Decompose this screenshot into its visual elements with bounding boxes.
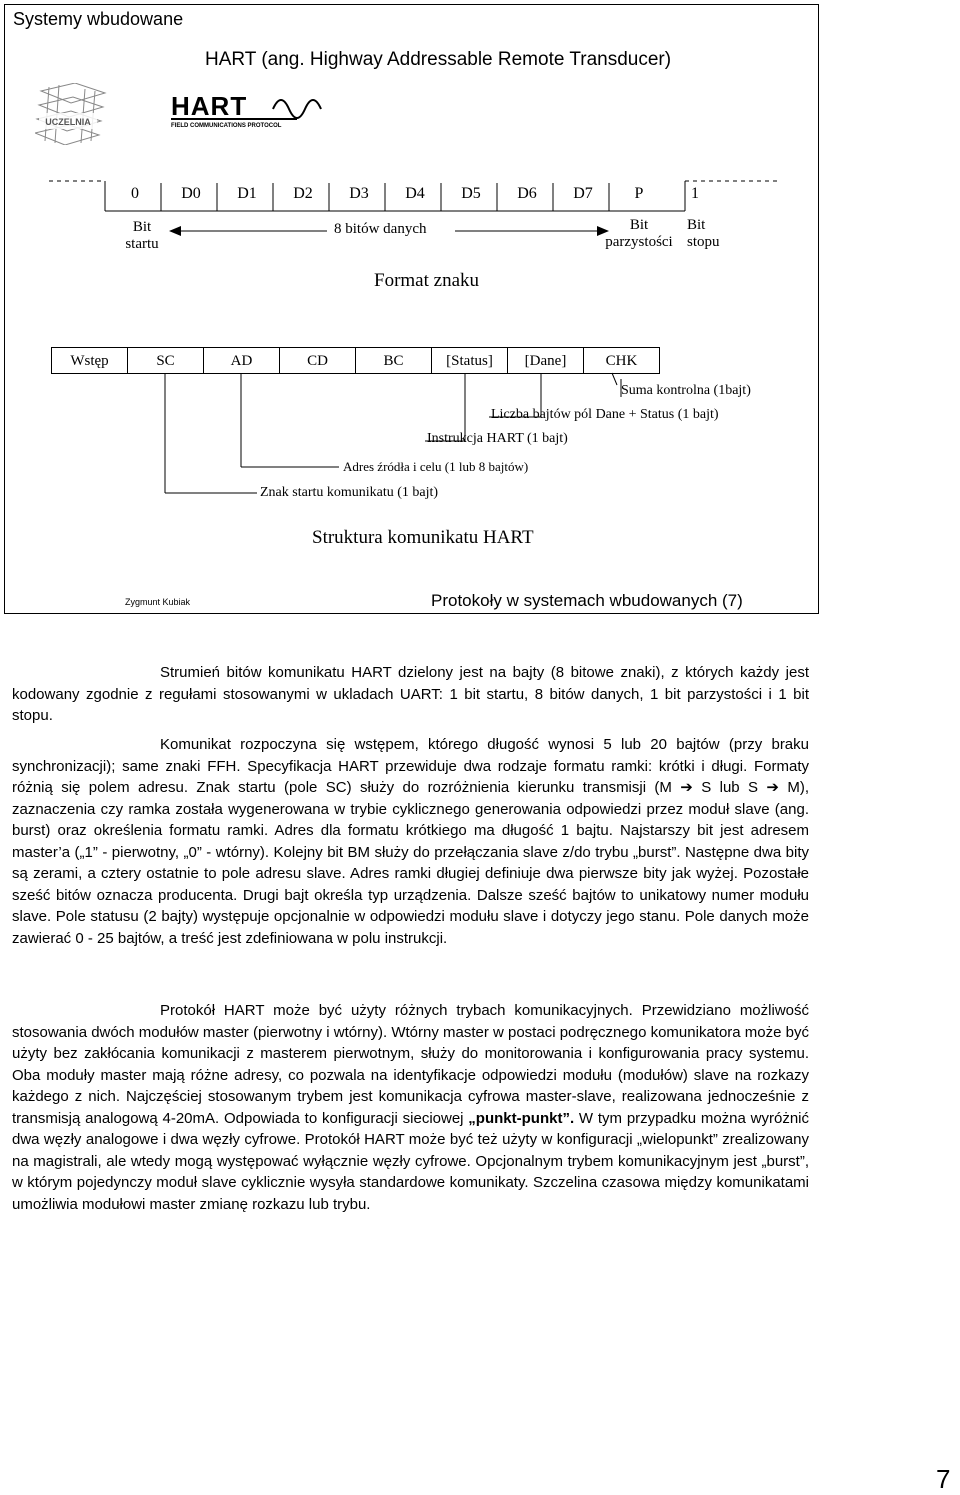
desc-start: Znak startu komunikatu (1 bajt) — [260, 485, 439, 500]
parity-line2: parzystości — [605, 234, 673, 250]
paragraph-2: Komunikat rozpoczyna się wstępem, którego długość wynosi 5 lub 20 bajtów (przy braku synchronizacji); same znaki FFH. Specyfikacja HART przewiduje dwa rodzaje formatu ramki: krótki i długi. Formaty różnią się polem adresu. Znak startu (pole SC) służy do rozróżnienia kierunku transmisji (M ➔ S lub S ➔ M), zaznaczenia czy ramka została wygenerowana w trybie cyklicznego generowania odpowiedzi przez moduł slave (ang. burst) oraz określenia formatu ramki. Adres dla formatu krótkiego ma długość 1 bajtu. Najstarszy bit jest adresem master’a („1” - pierwotny, „0” - wtórny). Kolejny bit BM służy do przełączania slave z/do trybu „burst”. Następne dwa bity są zerami, a cztery ostatnie to pole adresu slave. Adres ramki długiej definiuje dwa pierwsze bity jak wyżej. Pozostałe sześć bitów oznacza producenta. Drugi bajt określa typ urządzenia. Dalsze sześć bajtów to unikatowy numer modułu slave. Pole statusu (2 bajty) występuje opcjonalnie w odpowiedzi modułu slave i dotyczy jego stanu. Pole danych może zawierać 0 - 25 bajtów, a treść jest zdefiniowana w polu instrukcji. — [12, 736, 809, 947]
frame-field-bc: BC — [355, 347, 432, 374]
structure-caption: Struktura komunikatu HART — [312, 527, 534, 548]
frame-field-status: [Status] — [431, 347, 508, 374]
frame-field-ad: AD — [203, 347, 280, 374]
start-bit-caption — [125, 219, 159, 253]
start-bit-line1: Bit — [132, 219, 152, 235]
desc-checksum: Suma kontrolna (1bajt) — [621, 383, 751, 398]
frame-field-data: [Dane] — [507, 347, 584, 374]
page-number: 7 — [936, 1464, 951, 1494]
paragraph-3-part1: Protokół HART może być użyty różnych trybach komunikacyjnych. Przewidziano możliwość stosowania dwóch modułów master (pierwotny i wtórny). Wtórny master w postaci podręcznego komunikatora może być użyty bez zakłócania komunikacji z masterem pierwotnym, służy do monitorowania i konfigurowania pracy systemu. Oba moduły master mają różne adresy, co pozwala na identyfikacje odpowiedzi modułu (modułów) slave na rozkazy każdego z nich. Najczęściej stosowanym trybem jest komunikacja cyfrowa master-slave, realizowana jednocześnie z transmisją analogową 4-20mA. Odpowiada to konfiguracji sieciowej — [12, 1002, 809, 1127]
logo-brand: HART — [171, 91, 248, 121]
bit-label-d0: D0 — [181, 185, 201, 202]
bit-label-d1: D1 — [237, 185, 257, 202]
frame-field-sc: SC — [127, 347, 204, 374]
desc-address: Adres źródła i celu (1 lub 8 bajtów) — [343, 459, 529, 474]
bit-label-stop: 1 — [691, 185, 699, 202]
bit-label-d3: D3 — [349, 185, 369, 202]
paragraph-3 — [12, 1000, 809, 1215]
logo-tagline: FIELD COMMUNICATIONS PROTOCOL — [171, 123, 282, 129]
bit-label-d2: D2 — [293, 185, 313, 202]
slide-title: HART (ang. Highway Addressable Remote Transducer) — [205, 49, 672, 70]
bit-label-start: 0 — [131, 185, 139, 202]
format-caption: Format znaku — [374, 270, 480, 291]
paragraph-3-bold: „punkt-punkt”. — [468, 1109, 575, 1127]
bit-label-parity: P — [634, 185, 644, 202]
frame-field-cd: CD — [279, 347, 356, 374]
parity-bit-caption — [599, 217, 679, 251]
logo-badge: UCZELNIA — [45, 117, 91, 127]
bit-label-d5: D5 — [461, 185, 481, 202]
stop-bit-caption — [687, 217, 737, 251]
paragraph-1: Strumień bitów komunikatu HART dzielony jest na bajty (8 bitowe znaki), z których każdy jest kodowany zgodnie z regułami stosowanymi w ukladach UART: 1 bit startu, 8 bitów danych, 1 bit parzystości i 1 bit stopu. — [12, 664, 809, 724]
bit-label-d6: D6 — [517, 185, 537, 202]
bit-format-diagram — [5, 5, 818, 605]
start-bit-line2: startu — [125, 236, 159, 252]
desc-command: Instrukcja HART (1 bajt) — [427, 431, 568, 446]
frame-field-preamble: Wstęp — [51, 347, 128, 374]
desc-bytecount: Liczba bajtów pól Dane + Status (1 bajt) — [491, 407, 719, 422]
arrow-left-icon — [169, 226, 181, 236]
stop-line2: stopu — [687, 234, 720, 250]
author-name: Zygmunt Kubiak — [125, 597, 191, 607]
bit-label-d4: D4 — [405, 185, 425, 202]
slide-header: Systemy wbudowane — [13, 9, 184, 29]
parity-line1: Bit — [629, 217, 649, 233]
frame-field-chk: CHK — [583, 347, 660, 374]
bit-label-d7: D7 — [573, 185, 593, 202]
slide-footer: Protokoły w systemach wbudowanych (7) — [431, 591, 743, 610]
data-bits-caption: 8 bitów danych — [334, 221, 427, 237]
paragraph-3-part2: W tym przypadku można wyróżnić dwa węzły analogowe i dwa węzły cyfrowe. Protokół HART może być też użyty w konfiguracji „wielopunkt” zrealizowany na magistrali, ale wtedy mogą występować wyłącznie węzły cyfrowe. Opcjonalnym trybem komunikacyjnym jest „burst”, w którym pojedynczy moduł slave cyklicznie wysyła standardowe komunikaty. Szczelina czasowa między komunikatami umożliwia modułowi master zmianę rozkazu lub trybu. — [12, 1109, 809, 1213]
slide-frame — [4, 4, 819, 614]
stop-line1: Bit — [687, 217, 706, 233]
